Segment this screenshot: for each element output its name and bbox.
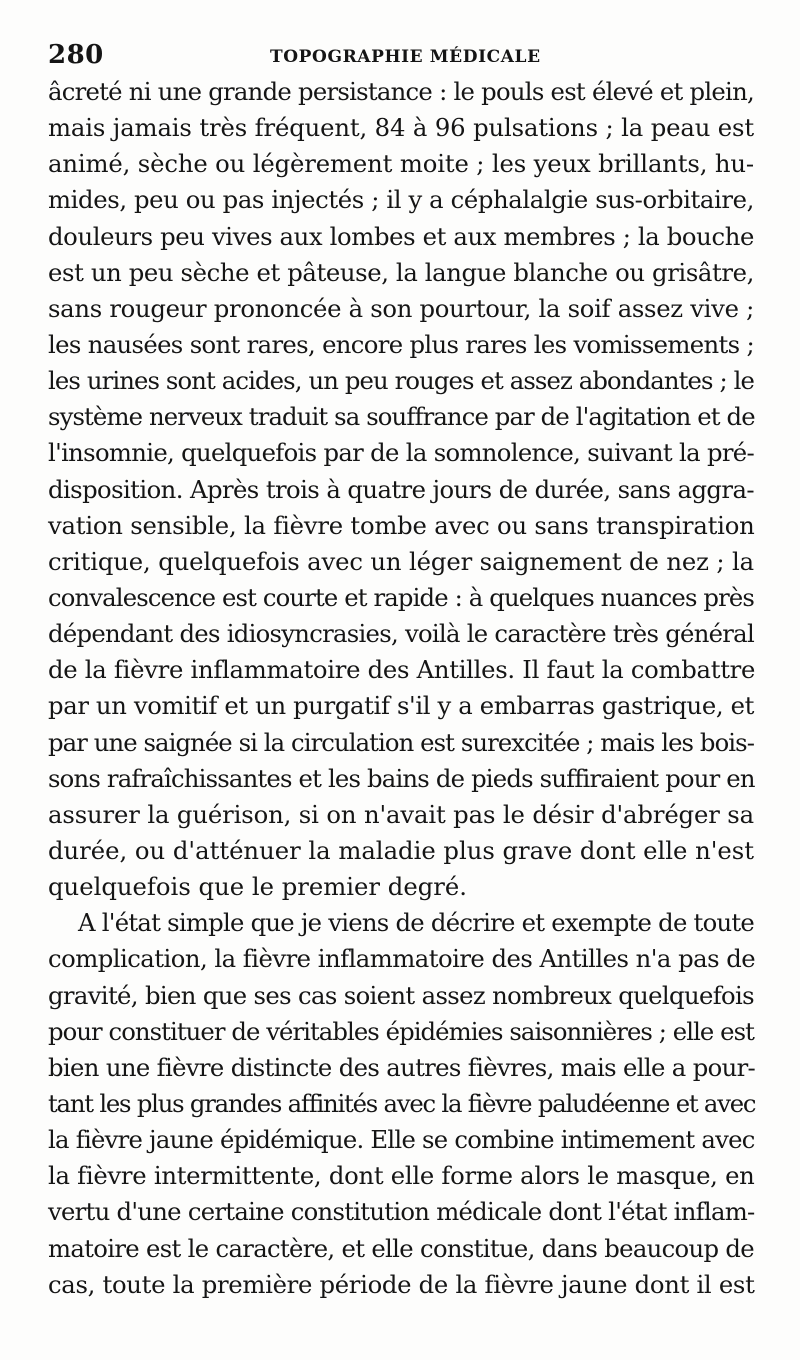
text-line: dépendant des idiosyncrasies, voilà le caractère très général [48,619,754,649]
text-line: mais jamais très fréquent, 84 à 96 pulsations ; la peau est [48,113,754,143]
text-line: complication, la fièvre inflammatoire des Antilles n'a pas de [48,944,756,974]
text-line: la fièvre intermittente, dont elle forme alors le masque, en [48,1161,755,1191]
text-line: est un peu sèche et pâteuse, la langue blanche ou grisâtre, [48,257,754,287]
text-line: l'insomnie, quelquefois par de la somnolence, suivant la pré- [48,438,755,468]
text-line: tant les plus grandes affinités avec la fièvre paludéenne et avec [48,1088,756,1118]
body-text [48,74,754,1303]
text-line: les urines sont acides, un peu rouges et assez abondantes ; le [48,366,754,396]
text-line: A l'état simple que je viens de décrire et exempte de toute [78,908,754,938]
page-number: 280 [48,40,104,70]
text-line: cas, toute la première période de la fièvre jaune dont il est [48,1269,755,1299]
text-line: vation sensible, la fièvre tombe avec ou sans transpiration [48,510,755,540]
text-line: de la fièvre inflammatoire des Antilles. Il faut la combattre [48,655,756,685]
running-title: TOPOGRAPHIE MÉDICALE [270,47,541,67]
text-line: bien une fièvre distincte des autres fièvres, mais elle a pour- [48,1052,756,1082]
text-line: mides, peu ou pas injectés ; il y a céphalalgie sus-orbitaire, [48,185,754,215]
text-line: âcreté ni une grande persistance : le pouls est élevé et plein, [48,77,754,106]
text-line: douleurs peu vives aux lombes et aux membres ; la bouche [48,221,754,251]
text-line: sans rougeur prononcée à son pourtour, la soif assez vive ; [48,293,754,323]
text-line: animé, sèche ou légèrement moite ; les yeux brillants, hu- [48,149,754,179]
text-line: matoire est le caractère, et elle constitue, dans beaucoup de [48,1233,754,1263]
text-line: durée, ou d'atténuer la maladie plus grave dont elle n'est [48,835,754,865]
text-line: vertu d'une certaine constitution médicale dont l'état inflam- [48,1197,755,1227]
paragraph-2 [48,905,754,1303]
paragraph-1 [48,74,754,905]
text-line: quelquefois que le premier degré. [48,872,467,902]
text-line: sons rafraîchissantes et les bains de pieds suffiraient pour en [48,763,755,793]
text-line: pour constituer de véritables épidémies saisonnières ; elle est [48,1016,754,1046]
text-line: par un vomitif et un purgatif s'il y a embarras gastrique, et [48,691,754,721]
text-line: convalescence est courte et rapide : à quelques nuances près [48,582,754,612]
text-line: la fièvre jaune épidémique. Elle se combine intimement avec [48,1125,755,1155]
text-line: critique, quelquefois avec un léger saignement de nez ; la [48,546,754,576]
text-line: par une saignée si la circulation est surexcitée ; mais les bois- [48,727,754,757]
text-line: système nerveux traduit sa souffrance par de l'agitation et de [48,402,755,432]
text-line: gravité, bien que ses cas soient assez nombreux quelquefois [48,980,754,1010]
text-line: les nausées sont rares, encore plus rares les vomissements ; [48,329,754,359]
text-line: disposition. Après trois à quatre jours de durée, sans aggra- [48,474,754,504]
text-line: assurer la guérison, si on n'avait pas le désir d'abréger sa [48,799,754,829]
